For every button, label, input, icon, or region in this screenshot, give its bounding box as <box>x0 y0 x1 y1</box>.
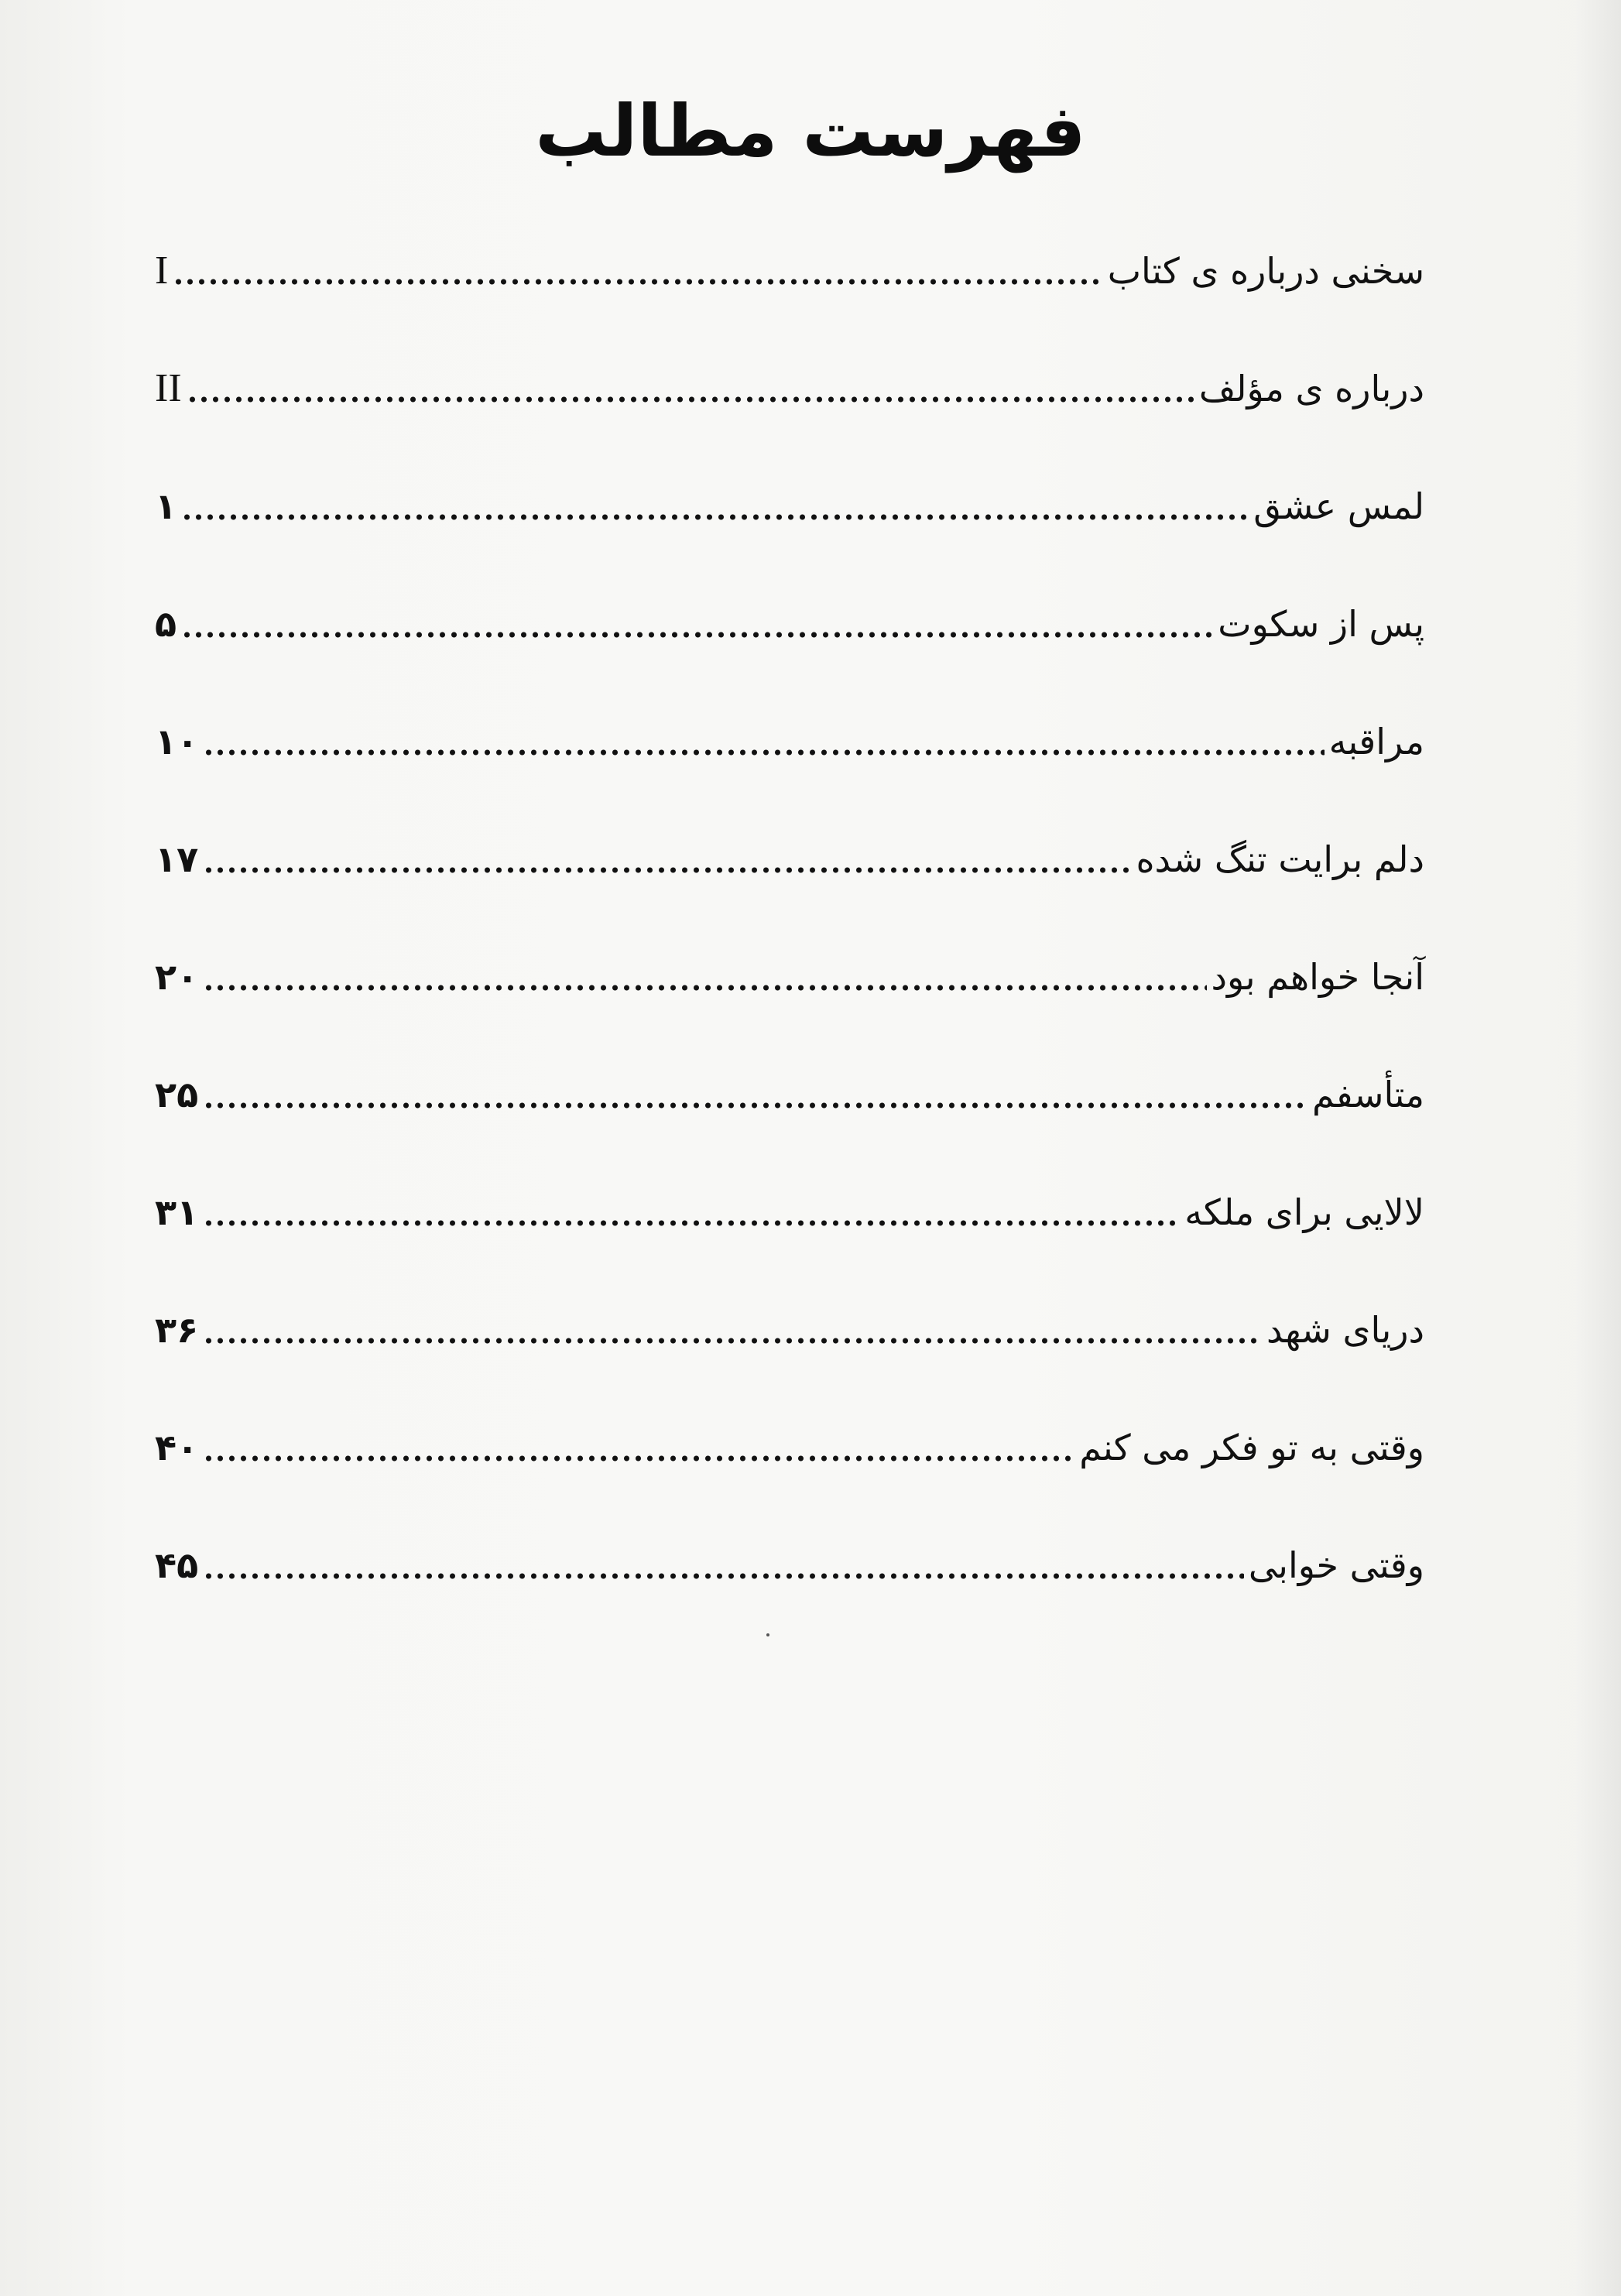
toc-entry <box>155 1166 1424 1235</box>
toc-page-number: ۲۵ <box>155 1074 199 1115</box>
toc-entry <box>155 1519 1424 1588</box>
toc-entry-title: سخنی درباره ی کتاب <box>1107 250 1424 292</box>
toc-page-number: ۳۱ <box>155 1191 199 1233</box>
toc-page-number: II <box>155 366 182 410</box>
dot-leader <box>181 512 1249 522</box>
toc-page-number: ۱۰ <box>155 721 199 762</box>
dot-leader <box>203 1336 1262 1345</box>
toc-entry <box>155 342 1424 412</box>
toc-entry <box>155 1048 1424 1118</box>
page-title: فهرست مطالب <box>535 90 1086 173</box>
toc-entry <box>155 930 1424 1000</box>
dot-leader <box>203 1101 1307 1110</box>
toc-entry <box>155 1283 1424 1353</box>
toc-entry <box>155 813 1424 882</box>
dot-leader <box>203 1454 1074 1463</box>
toc-entry-title: لالایی برای ملکه <box>1184 1191 1424 1233</box>
toc-entry-title: مراقبه <box>1328 721 1424 762</box>
dot-leader <box>203 865 1131 875</box>
toc-entry-title: آنجا خواهم بود <box>1211 956 1424 998</box>
toc-entry <box>155 1401 1424 1471</box>
ink-speck <box>766 1633 769 1636</box>
toc-entry-title: متأسفم <box>1312 1074 1424 1115</box>
dot-leader <box>187 395 1194 404</box>
toc-entry-title: لمس عشق <box>1253 485 1424 527</box>
toc-entry-title: دریای شهد <box>1266 1309 1424 1351</box>
toc-page-number: ۱ <box>155 485 177 527</box>
dot-leader <box>203 983 1206 992</box>
toc-entry <box>155 695 1424 765</box>
dot-leader <box>173 277 1102 286</box>
toc-page-number: ۴۰ <box>155 1427 199 1468</box>
toc-page-number: ۲۰ <box>155 956 199 998</box>
toc-entry <box>155 460 1424 529</box>
toc-page-number: ۳۶ <box>155 1309 199 1351</box>
toc-page-number: ۴۵ <box>155 1544 199 1586</box>
toc-page-number: ۵ <box>155 603 177 645</box>
toc-entry <box>155 224 1424 294</box>
toc-entry-title: وقتی خوابی <box>1248 1544 1424 1586</box>
toc-entry-title: درباره ی مؤلف <box>1198 368 1424 410</box>
toc-entry <box>155 577 1424 647</box>
toc-entry-title: وقتی به تو فکر می کنم <box>1079 1427 1424 1468</box>
dot-leader <box>203 1571 1244 1581</box>
dot-leader <box>203 1218 1180 1228</box>
toc-entry-title: پس از سکوت <box>1218 603 1424 645</box>
dot-leader <box>181 630 1213 639</box>
page-edge-shadow <box>1575 0 1621 2296</box>
toc-page-number: ۱۷ <box>155 838 199 880</box>
toc-entry-title: دلم برایت تنگ شده <box>1136 838 1424 880</box>
dot-leader <box>203 748 1325 757</box>
toc-page-number: I <box>155 248 169 293</box>
